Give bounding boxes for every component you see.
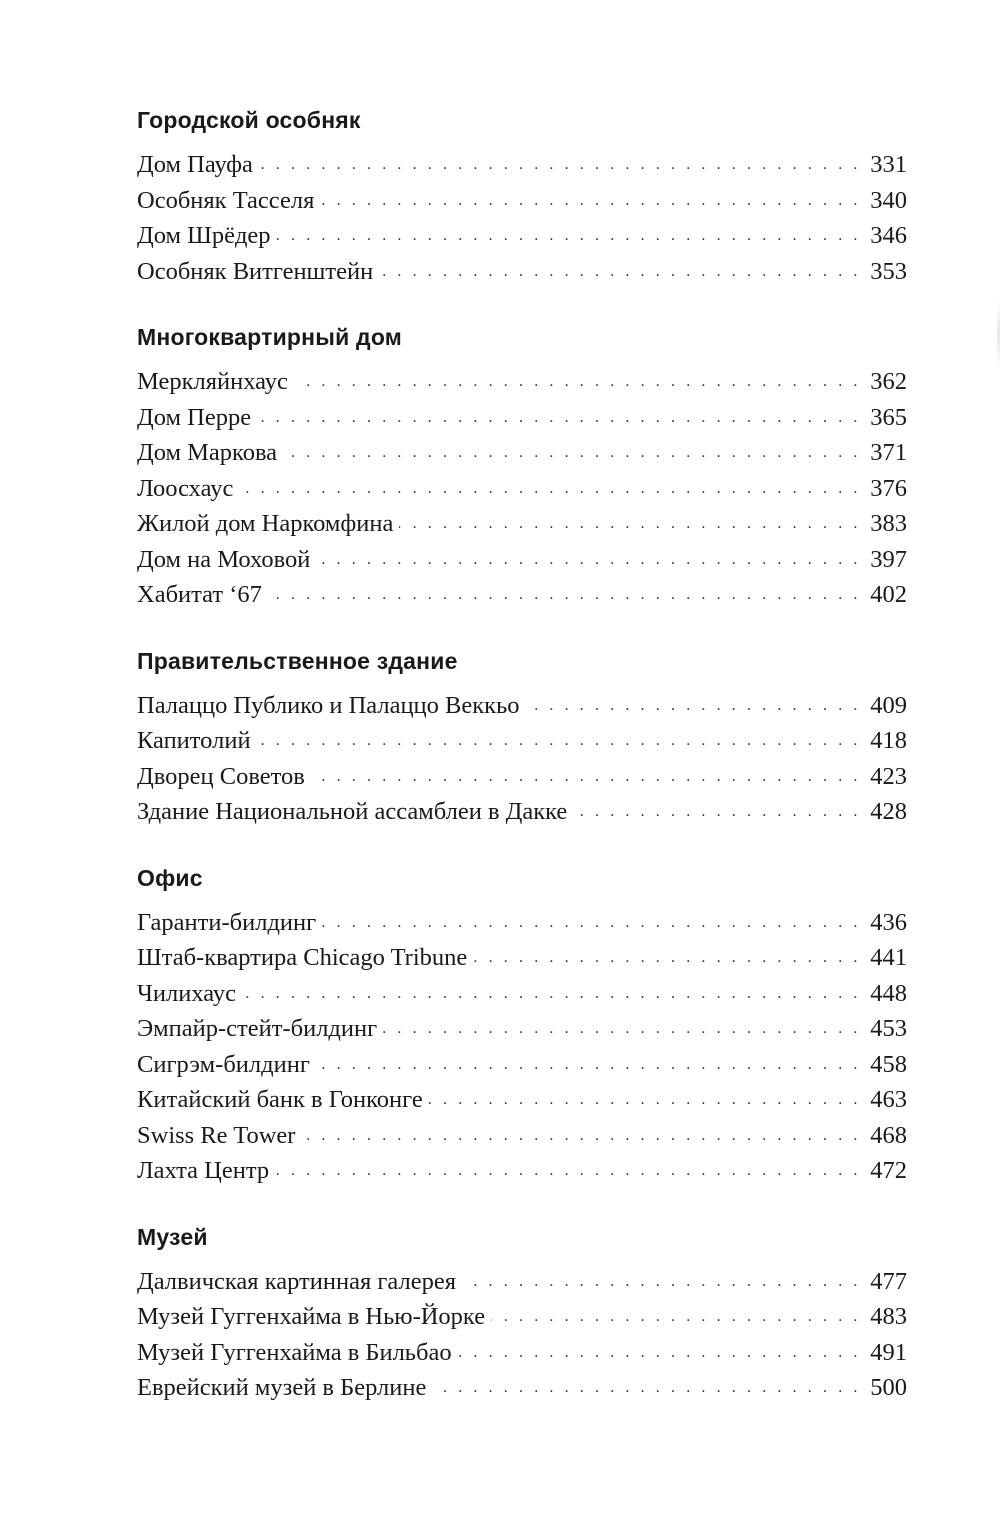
toc-entry bbox=[137, 688, 907, 724]
entry-page-number: 468 bbox=[870, 1121, 907, 1149]
toc-entry bbox=[137, 218, 907, 254]
toc-entry-list bbox=[137, 1264, 907, 1406]
entry-page-number: 453 bbox=[870, 1015, 907, 1042]
entry-page-number: 500 bbox=[870, 1374, 907, 1401]
dot-leader bbox=[311, 759, 861, 795]
entry-title: Сигрэм-билдинг bbox=[137, 1050, 310, 1078]
dot-leader bbox=[301, 1118, 861, 1154]
toc-entry-list bbox=[137, 147, 907, 289]
entry-page-number: 340 bbox=[870, 186, 907, 214]
entry-page-number: 448 bbox=[870, 979, 907, 1007]
dot-leader bbox=[277, 218, 861, 254]
entry-title: Хабитат ‘67 bbox=[137, 581, 262, 608]
entry-page-number: 353 bbox=[870, 257, 907, 285]
entry-title: Особняк Витгенштейн bbox=[137, 257, 374, 285]
entry-page-number: 423 bbox=[870, 762, 907, 790]
entry-title: Swiss Re Tower bbox=[137, 1121, 296, 1149]
entry-title: Здание Национальной ассамблеи в Дакке bbox=[137, 798, 568, 825]
toc-entry bbox=[137, 1047, 907, 1083]
toc-entry bbox=[137, 435, 907, 471]
toc-entry bbox=[137, 905, 907, 941]
entry-title: Дом Шрёдер bbox=[137, 222, 271, 249]
toc-entry bbox=[137, 1118, 907, 1154]
entry-title: Китайский банк в Гонконге bbox=[137, 1086, 423, 1113]
entry-title: Музей Гуггенхайма в Нью-Йорке bbox=[137, 1303, 486, 1330]
toc-entry bbox=[137, 400, 907, 436]
toc-entry-list bbox=[137, 688, 907, 830]
toc-entry-list bbox=[137, 364, 907, 613]
dot-leader bbox=[259, 147, 861, 183]
dot-leader bbox=[473, 940, 861, 976]
dot-leader bbox=[242, 976, 861, 1012]
section-title: Многоквартирный дом bbox=[137, 324, 402, 350]
entry-title: Жилой дом Наркомфина bbox=[137, 510, 394, 537]
dot-leader bbox=[316, 1047, 861, 1083]
toc-entry bbox=[137, 542, 907, 578]
entry-title: Дом Перре bbox=[137, 403, 252, 431]
dot-leader bbox=[458, 1335, 861, 1371]
toc-entry bbox=[137, 1370, 907, 1406]
entry-title: Музей Гуггенхайма в Бильбао bbox=[137, 1338, 452, 1366]
toc-entry bbox=[137, 976, 907, 1012]
dot-leader bbox=[383, 1011, 861, 1047]
entry-page-number: 346 bbox=[870, 222, 907, 249]
dot-leader bbox=[573, 794, 861, 830]
section-title: Городской особняк bbox=[137, 107, 361, 133]
entry-page-number: 383 bbox=[870, 510, 907, 537]
entry-page-number: 365 bbox=[870, 403, 907, 431]
entry-page-number: 436 bbox=[870, 908, 907, 936]
dot-leader bbox=[294, 364, 861, 400]
entry-title: Лахта Центр bbox=[137, 1157, 270, 1184]
toc-entry bbox=[137, 1082, 907, 1118]
entry-page-number: 463 bbox=[870, 1086, 907, 1113]
toc-section bbox=[137, 103, 907, 289]
toc-entry bbox=[137, 1153, 907, 1189]
entry-title: Дом Пауфа bbox=[137, 151, 253, 178]
toc-entry bbox=[137, 183, 907, 219]
entry-title: Штаб-квартира Chicago Tribune bbox=[137, 944, 468, 971]
entry-page-number: 458 bbox=[870, 1050, 907, 1078]
table-of-contents bbox=[137, 103, 907, 1437]
toc-entry bbox=[137, 471, 907, 507]
dot-leader bbox=[491, 1299, 861, 1335]
dot-leader bbox=[316, 542, 861, 578]
toc-entry bbox=[137, 723, 907, 759]
toc-entry bbox=[137, 1299, 907, 1335]
entry-page-number: 371 bbox=[870, 439, 907, 466]
dot-leader bbox=[257, 400, 861, 436]
entry-page-number: 477 bbox=[870, 1267, 907, 1295]
toc-section bbox=[137, 1220, 907, 1406]
entry-title: Дом на Моховой bbox=[137, 545, 311, 573]
section-title: Правительственное здание bbox=[137, 647, 458, 674]
entry-page-number: 362 bbox=[870, 368, 907, 395]
entry-title: Дворец Советов bbox=[137, 762, 305, 790]
toc-section bbox=[137, 861, 907, 1189]
entry-title: Палаццо Публико и Палаццо Веккьо bbox=[137, 691, 520, 719]
entry-page-number: 428 bbox=[870, 798, 907, 825]
entry-title: Далвичская картинная галерея bbox=[137, 1267, 456, 1295]
toc-section bbox=[137, 320, 907, 613]
dot-leader bbox=[429, 1082, 861, 1118]
entry-page-number: 472 bbox=[870, 1157, 907, 1184]
toc-entry bbox=[137, 759, 907, 795]
entry-page-number: 397 bbox=[870, 545, 907, 573]
entry-page-number: 418 bbox=[870, 727, 907, 754]
entry-page-number: 441 bbox=[870, 944, 907, 971]
dot-leader bbox=[239, 471, 861, 507]
section-title: Офис bbox=[137, 864, 203, 891]
dot-leader bbox=[268, 577, 861, 613]
dot-leader bbox=[275, 1153, 861, 1189]
entry-title: Эмпайр-стейт-билдинг bbox=[137, 1015, 378, 1042]
entry-title: Гаранти-билдинг bbox=[137, 908, 317, 936]
toc-entry bbox=[137, 1011, 907, 1047]
entry-title: Чилихаус bbox=[137, 979, 237, 1007]
dot-leader bbox=[526, 688, 862, 724]
entry-title: Еврейский музей в Берлине bbox=[137, 1374, 427, 1401]
toc-entry bbox=[137, 506, 907, 542]
toc-entry bbox=[137, 254, 907, 290]
dot-leader bbox=[462, 1264, 861, 1300]
entry-title: Капитолий bbox=[137, 727, 251, 754]
dot-leader bbox=[432, 1370, 861, 1406]
dot-leader bbox=[320, 183, 861, 219]
section-title: Музей bbox=[137, 1223, 208, 1250]
entry-page-number: 376 bbox=[870, 474, 907, 502]
toc-entry bbox=[137, 1335, 907, 1371]
toc-entry bbox=[137, 364, 907, 400]
dot-leader bbox=[399, 506, 861, 542]
toc-entry bbox=[137, 147, 907, 183]
toc-entry bbox=[137, 940, 907, 976]
toc-entry-list bbox=[137, 905, 907, 1189]
entry-title: Лоосхаус bbox=[137, 474, 234, 502]
toc-entry bbox=[137, 1264, 907, 1300]
entry-page-number: 409 bbox=[870, 691, 907, 719]
dot-leader bbox=[283, 435, 861, 471]
entry-page-number: 491 bbox=[870, 1338, 907, 1366]
dot-leader bbox=[322, 905, 861, 941]
entry-title: Особняк Тасселя bbox=[137, 186, 315, 214]
toc-entry bbox=[137, 577, 907, 613]
dot-leader bbox=[379, 254, 861, 290]
entry-page-number: 331 bbox=[870, 151, 907, 178]
entry-page-number: 483 bbox=[870, 1303, 907, 1330]
entry-page-number: 402 bbox=[870, 581, 907, 608]
dot-leader bbox=[257, 723, 861, 759]
entry-title: Меркляйнхаус bbox=[137, 368, 288, 395]
toc-section bbox=[137, 644, 907, 830]
entry-title: Дом Маркова bbox=[137, 439, 278, 466]
toc-entry bbox=[137, 794, 907, 830]
